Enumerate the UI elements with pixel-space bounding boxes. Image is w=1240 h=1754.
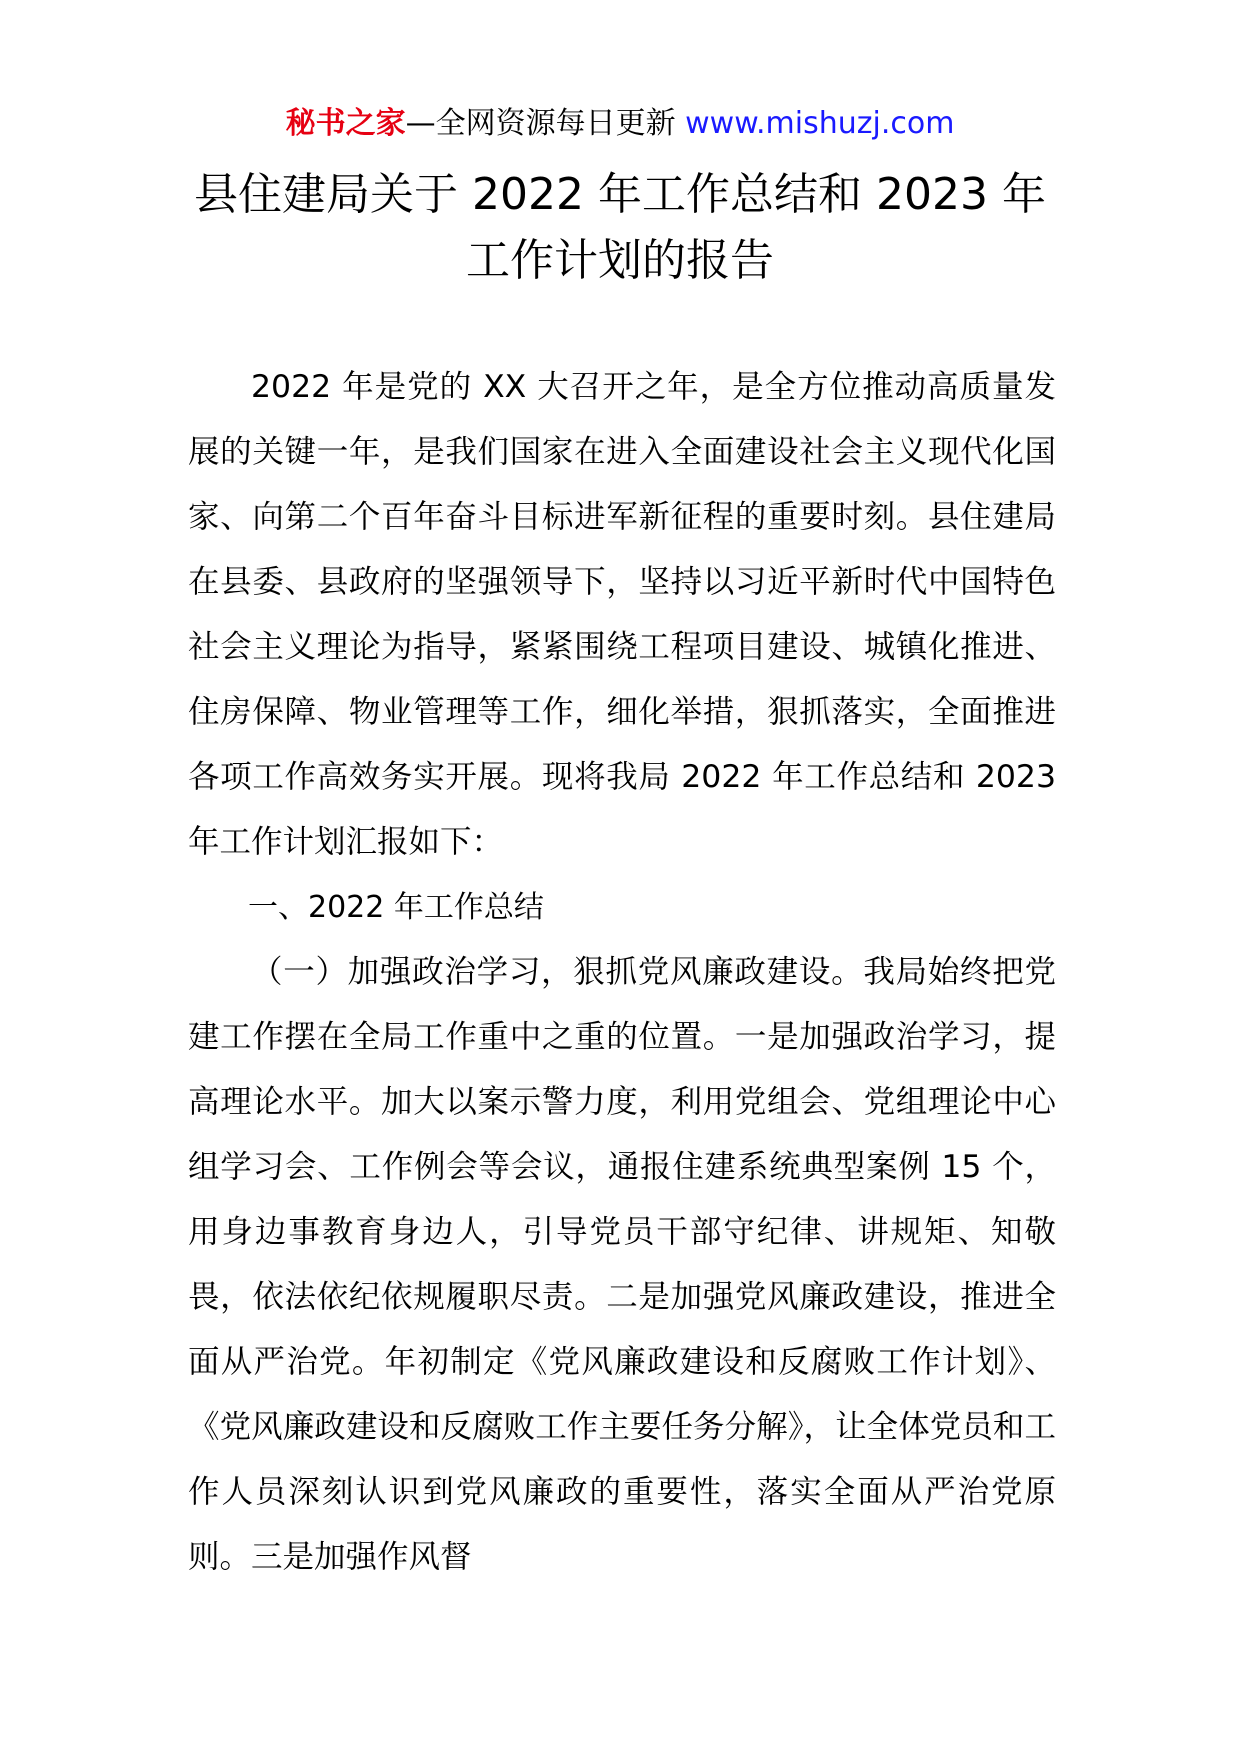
document-title bbox=[120, 162, 1120, 294]
site-brand: 秘书之家 bbox=[285, 106, 406, 141]
site-header bbox=[0, 104, 1240, 144]
site-tagline: —全网资源每日更新 bbox=[405, 106, 676, 141]
section-heading: 一、2022 年工作总结 bbox=[248, 890, 544, 925]
document-title-line-1: 县住建局关于 2022 年工作总结和 2023 年 bbox=[194, 169, 1046, 220]
document-body bbox=[188, 355, 1056, 1590]
intro-paragraph: 2022 年是党的 XX 大召开之年，是全方位推动高质量发展的关键一年，是我们国家在进入全面建设社会主义现代化国家、向第二个百年奋斗目标进军新征程的重要时刻。县住建局在县委、县政府的坚强领导下，坚持以习近平新时代中国特色社会主义理论为指导，紧紧围绕工程项目建设、城镇化推进、住房保障、物业管理等工作，细化举措，狠抓落实，全面推进各项工作高效务实开展。现将我局 2022 年工作总结和 2023 年工作计划汇报如下： bbox=[188, 369, 1056, 860]
document-title-line-2: 工作计划的报告 bbox=[466, 235, 774, 286]
subsection-paragraph: （一）加强政治学习，狠抓党风廉政建设。我局始终把党建工作摆在全局工作重中之重的位置。一是加强政治学习，提高理论水平。加大以案示警力度，利用党组会、党组理论中心组学习会、工作例会等会议，通报住建系统典型案例 15 个，用身边事教育身边人，引导党员干部守纪律、讲规矩、知敬畏，依法依纪依规履职尽责。二是加强党风廉政建设，推进全面从严治党。年初制定《党风廉政建设和反腐败工作计划》、《党风廉政建设和反腐败工作主要任务分解》，让全体党员和工作人员深刻认识到党风廉政的重要性，落实全面从严治党原则。三是加强作风督 bbox=[188, 954, 1056, 1575]
site-url-link[interactable]: www.mishuzj.com bbox=[685, 106, 955, 141]
